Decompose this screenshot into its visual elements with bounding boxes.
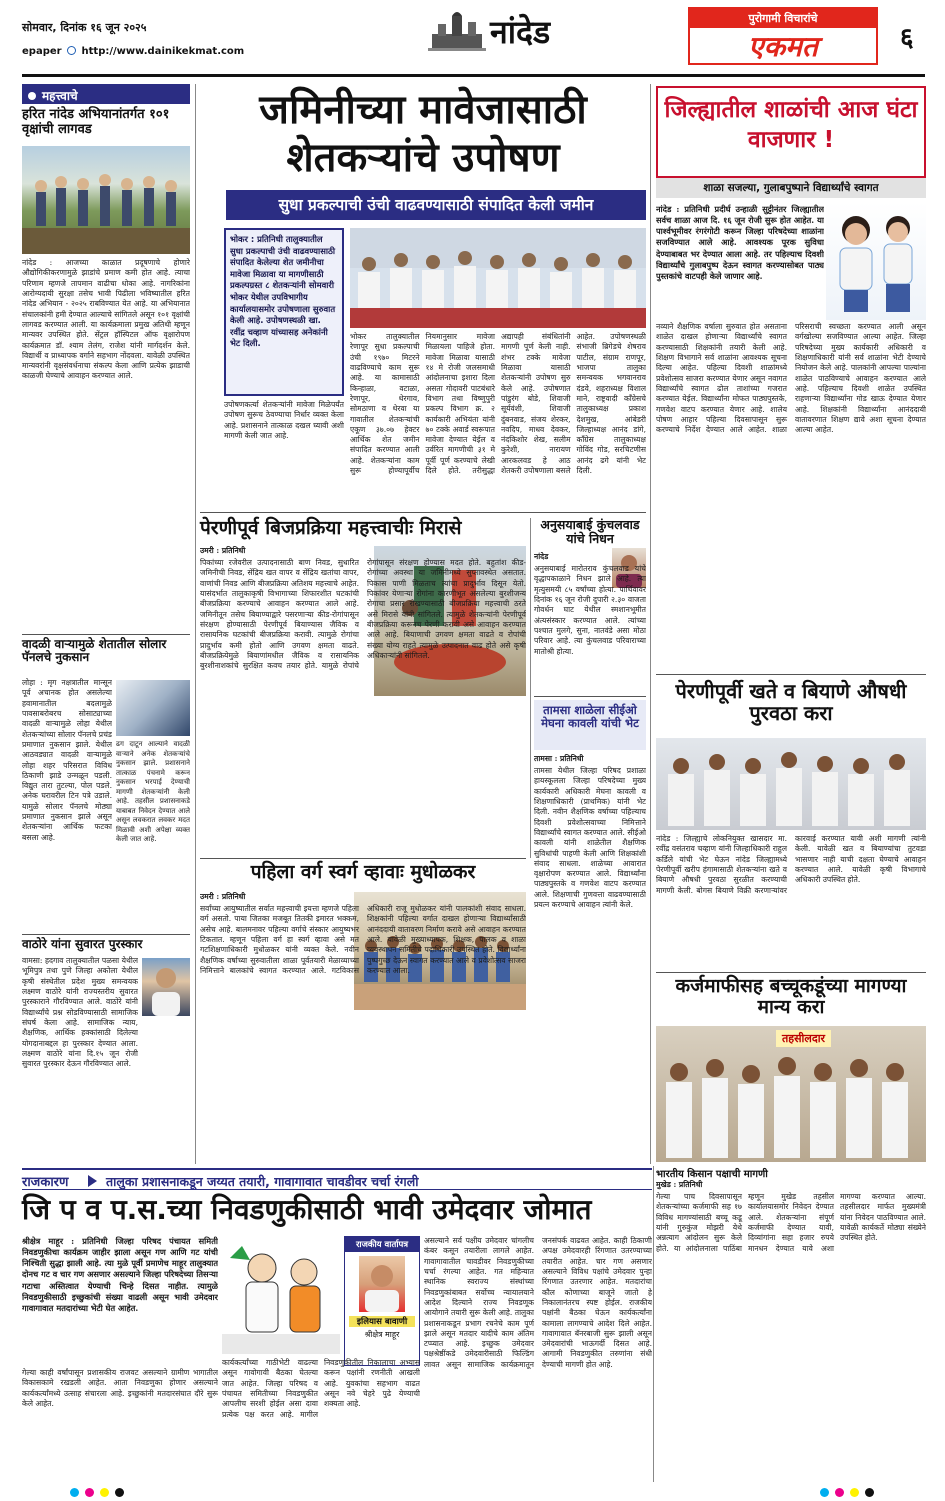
farmers-memorandum-photo (656, 1026, 926, 1162)
visit-headline-box (534, 700, 646, 750)
brand-box (688, 7, 878, 65)
bottom-mid-rule (653, 1166, 654, 1482)
registration-marks-right (820, 1488, 874, 1497)
schools-headline-box (656, 86, 926, 178)
visit-top-rule (534, 696, 646, 697)
politics-kicker: तालुका प्रशासनाकडून जय्यत तयारी, गावागावात चावडीवर चर्चा रंगली (106, 1174, 419, 1189)
author-portrait (359, 1256, 405, 1312)
loan-body: गेल्या पाच दिवसापासून शेतकऱ्यांच्या कर्जमाफी सह १७ विविध मागण्यांसाठी बच्चू कडू यांनी गुरुकुंज मोझरी येथे अन्नत्याग आंदोलन सुरू केले होते. या आंदोलनाला पाठिंबा म्हणून मुखेड तहसील कार्यालयासमोर निवेदन देण्यात आले. शेतकऱ्यांना संपूर्ण कर्जमाफी देण्यात यावी, दिव्यांगांना सहा हजार रुपये मानधन देण्यात यावे अशा मागण्या करण्यात आल्या. तहसीलदार मार्फत मुख्यमंत्री यांना निवेदन पाठविण्यात आले. यावेळी कार्यकर्ते मोठ्या संख्येने उपस्थित होते. (656, 1192, 926, 1253)
masthead-date: सोमवार, दिनांक १६ जून २०२५ (22, 21, 147, 34)
schools-body: नव्याने शैक्षणिक वर्षाला सुरुवात होत असताना शाळेत दाखल होणाऱ्या विद्यार्थ्यांचे स्वागत करण्यासाठी शिक्षकांनी तयारी केली आहे. शिक्षण विभागाने सर्व शाळांना आवश्यक सूचना दिल्या आहेत. पहिल्या दिवशी शाळांमध्ये प्रवेशोत्सव साजरा करण्यात येणार असून नवागत विद्यार्थ्यांचे स्वागत ढोल ताशांच्या गजरात करण्यात येईल. विद्यार्थ्यांना मोफत पाठ्यपुस्तके, गणवेश वाटप करण्यात येणार आहे. शालेय पोषण आहार पहिल्या दिवसापासून सुरू करण्याचे निर्देश देण्यात आले आहेत. शाळा परिसराची स्वच्छता करण्यात आली असून वर्गखोल्या सजविण्यात आल्या आहेत. जिल्हा परिषदेच्या मुख्य कार्यकारी अधिकारी व शिक्षणाधिकारी यांनी सर्व शाळांना भेटी देण्याचे नियोजन केले आहे. पालकांनी आपल्या पाल्यांना शाळेत पाठविण्याचे आवाहन करण्यात आले आहे. पहिल्याच दिवशी शाळेत उपस्थित राहणाऱ्या विद्यार्थ्यांना गोड खाऊ देण्यात येणार आहे. शिक्षकांनी विद्यार्थ्यांना आनंददायी वातावरणात शिक्षण द्यावे अशा सूचना देण्यात आल्या आहेत. (656, 322, 926, 435)
kicker-arrow-icon (88, 1175, 97, 1187)
brand-logo: एकमत (748, 30, 818, 63)
epaper-label: epaper (22, 46, 62, 57)
lead-bottom-rule (200, 512, 646, 513)
first-class-body: सर्वांच्या आयुष्यातील सर्वात महत्त्वाची इयत्ता म्हणजे पहिला वर्ग असतो. पाया जितका मजबूत तितकी इमारत भक्कम, असेच आहे. बालमनावर पहिल्या वर्गाचे संस्कार आयुष्यभर टिकतात. म्हणून पहिला वर्ग हा स्वर्ग व्हावा असे मत गटशिक्षणाधिकारी मुधोळकर यांनी व्यक्त केले. नवीन शैक्षणिक वर्षाच्या सुरुवातीला शाळा पूर्वतयारी मेळाव्याच्या निमित्ताने बालकांचे स्वागत करण्यात आले. गटविकास अधिकारी राजू मुधोळकर यांनी पालकांशी संवाद साधला. शिक्षकांनी पहिल्या वर्गात दाखल होणाऱ्या विद्यार्थ्यांसाठी आनंददायी वातावरण निर्माण करावे असे आवाहन करण्यात आले. यावेळी मुख्याध्यापक, शिक्षक, पालक व शाळा व्यवस्थापन समितीचे पदाधिकारी उपस्थित होते. विद्यार्थ्यांना पुष्पगुच्छ देऊन स्वागत करण्यात आले व प्रवेशोत्सव साजरा करण्यात आला. (200, 904, 526, 975)
fert-meeting-photo (656, 738, 926, 830)
yellow-dot (100, 1488, 109, 1497)
politics-lead-cont: गेल्या काही वर्षांपासून प्रशासकीय राजवट असल्याने ग्रामीण भागातील विकासकामे रखडली आहेत. आता निवडणुका होणार असल्याने कार्यकर्त्यांमध्ये उत्साह संचारला आहे. इच्छुकांनी मतदारसंघात दौरे सुरू केले आहेत. (22, 1368, 218, 1408)
politics-kicker-bar (22, 1168, 652, 1190)
first-class-top-rule (200, 858, 526, 859)
author-portrait-icon (359, 1256, 405, 1312)
left-story2-headline: वादळी वाऱ्यामुळे शेतातील सोलार पॅनलचे नुकसान (22, 637, 167, 665)
first-class-byline: उमरी : प्रतिनिधी (200, 892, 246, 901)
mirase-headline: पेरणीपूर्व बिजप्रक्रिया महत्त्वाचीः मिरासे (200, 517, 462, 539)
globe-icon (67, 46, 76, 55)
schools-lead: नांदेड : प्रतिनिधी प्रदीर्घ उन्हाळी सुट्टीनंतर जिल्ह्यातील सर्वच शाळा आज दि. १६ जून रोजी सुरू होत आहेत. या पार्श्वभूमीवर रंगरंगोटी करून जिल्हा परिषदेच्या शाळांना सजविण्यात आले आहे. आवश्यक पूरक सुविधा देण्याबाबत भर देण्यात आला आहे. तर पहिल्याच दिवशी विद्यार्थ्यांचे गुलाबपुष्प देऊन स्वागत करण्यासोबत पाठ्य पुस्तकांचे वाटपही केले जाणार आहे. (656, 204, 824, 281)
website-link[interactable]: http://www.dainikekmat.com (81, 46, 245, 57)
obit-byline: नांदेड (534, 552, 549, 561)
magenta-dot (85, 1488, 94, 1497)
magenta-dot (835, 1488, 844, 1497)
column-badge (344, 1236, 420, 1366)
schools-headline: जिल्ह्यातील शाळांची आज घंटा वाजणार ! (664, 97, 918, 153)
politics-label: राजकारण (22, 1175, 69, 1190)
loan-sub: भारतीय किसान पक्षाची मागणी (656, 1169, 768, 1180)
politicians-cartoon-icon (222, 1238, 340, 1354)
first-class-headline: पहिला वर्ग स्वर्ग व्हावाः मुधोळकर (250, 861, 476, 883)
fert-headline: पेरणीपूर्वी खते व बियाणे औषधी पुरवठा करा (675, 679, 907, 726)
obit-headline: अनुसयाबाई कुंचलवाड यांचे निधन (540, 517, 640, 546)
lead-headline: जमिनीच्या मावेजासाठी शेतकऱ्यांचे उपोषण (259, 87, 587, 181)
politics-body: असल्याने सर्व पक्षीय उमेदवार चांगलीच कंबर कसून तयारीला लागले आहेत. गावागावातील चावडीवर निवडणुकीच्या चर्चा रंगल्या आहेत. गत महिन्यात स्थानिक स्वराज्य संस्थांच्या निवडणुकांबाबत सर्वोच्च न्यायालयाने आदेश दिल्याने राज्य निवडणूक आयोगाने तयारी सुरू केली आहे. तालुका प्रशासनाकडून प्रभाग रचनेचे काम पूर्ण झाले असून मतदार यादीचे काम अंतिम टप्प्यात आहे. इच्छुक उमेदवार पक्षश्रेष्ठींकडे उमेदवारीसाठी फिल्डिंग लावत असून सामाजिक कार्यक्रमातून जनसंपर्क वाढवत आहेत. काही ठिकाणी अपक्ष उमेदवारही रिंगणात उतरण्याच्या तयारीत आहेत. चार गण असणार असल्याने विविध पक्षांचे उमेदवार पुन्हा रिंगणात उतरणार आहेत. मतदारांचा कौल कोणाच्या बाजूने जातो हे निकालानंतरच स्पष्ट होईल. राजकीय पक्षांनी बैठका घेऊन कार्यकर्त्यांना कामाला लागण्याचे आदेश दिले आहेत. गावागावात बॅनरबाजी सुरू झाली असून उमेदवारांची भाऊगर्दी दिसत आहे. आगामी निवडणुकीत तरुणांना संधी देण्याची मागणी होत आहे. (424, 1236, 652, 1369)
obit-body: अनुसयाबाई मारोतराव कुंचलवाड यांचे वृद्धापकाळाने निधन झाले आहे. त्या मृत्युसमयी ८५ वर्षांच्या होत्या. पार्थिवावर दिनांक १६ जून रोजी दुपारी २.३० वाजता गोवर्धन घाट येथील स्मशानभूमीत अंत्यसंस्कार करण्यात आले. त्यांच्या पश्चात मुलगे, सुना, नातवंडे असा मोठा परिवार आहे. त्या कुंचलवाड परिवाराच्या मातोश्री होत्या. (534, 564, 646, 656)
person-portrait-icon (142, 958, 190, 1016)
lead-strap: सुधा प्रकल्पाची उंची वाढवण्यासाठी संपादित केली जमीन (226, 190, 646, 220)
left-story1-body: नांदेड : आजच्या काळात प्रदूषणाचे होणारे औद्योगिकीकरणामुळे झाडांचे प्रमाण कमी होत आहे. त्याचा परिणाम म्हणजे तापमान वाढीचा धोका आहे. नागरिकांना आरोग्यदायी सुरक्षा तसेच भावी पिढीला भविष्यातील हरित नांदेड अभियान - २०२५ राबविण्यात येत आहे. या अभियानात संचालकांनी हमी देण्यात आल्याचे सांगितले असून १०१ वृक्षांची लागवड करण्यात आली. या कार्यक्रमाला प्रमुख अतिथी म्हणून मान्यवर उपस्थित होते. सेंट्रल हॉस्पिटल ऑफ वृक्षारोपण कार्यक्रमात डॉ. श्याम तेलंग, राजेश यांनी मार्गदर्शन केले. विद्यार्थी व प्राध्यापक वर्गाने सहभाग नोंदवला. यावेळी उपस्थित मान्यवरांनी वृक्षसंवर्धनाचा संकल्प केला आणि प्रत्येक झाडाची काळजी घेण्याचे आवाहन करण्यात आले. (22, 258, 190, 381)
city-skyline-icon (428, 8, 486, 52)
visit-headline: तामसा शाळेला सीईओ मेघना कावली यांची भेट (541, 703, 639, 730)
fert-top-rule (656, 674, 926, 675)
page-number: ६ (900, 23, 914, 53)
left-column-rule (195, 84, 196, 1164)
politics-headline: जि प व प.स.च्या निवडणुकीसाठी भावी उमेदवार जोमात (22, 1193, 592, 1226)
masthead-rule (22, 74, 925, 77)
politics-cartoon (222, 1238, 340, 1354)
school-children-photo (826, 202, 926, 320)
officials-meeting-photo (656, 738, 926, 830)
visit-byline: तामसा : प्रतिनिधी (534, 754, 584, 763)
students-with-bags-photo (826, 202, 926, 320)
mirase-byline: उमरी : प्रतिनिधी (200, 546, 246, 555)
column-badge-label: राजकीय वार्तापत्र (345, 1237, 419, 1252)
schools-strap: शाळा सजल्या, गुलाबपुष्पाने विद्यार्थ्यांचे स्वागत (656, 178, 926, 198)
left-story2-body: लोहा : मृग नक्षत्रातील मान्सून पूर्व अचानक होत असलेल्या हवामानातील बदलामुळे पावसाबरोबरच सोसाट्याच्या वादळी वाऱ्यामुळे लोहा येथील शेतकऱ्यांच्या सोलार पॅनलचे प्रचंड प्रमाणात नुकसान झाले. येथील आठवड्यात वादळी वाऱ्यामुळे लोहा शहर परिसरात विविध ठिकाणी झाडे उन्मळून पडली. विद्युत तारा तुटल्या, पोल पडले. अनेक घरावरील टिन पत्रे उडाले. यामुळे सोलार पॅनलचे मोठ्या प्रमाणात नुकसान झाले असून शेतकऱ्यांना आर्थिक फटका बसला आहे. (22, 678, 112, 842)
tree-planting-photo (22, 146, 190, 254)
registration-marks-left (70, 1488, 124, 1497)
section-banner (22, 84, 190, 104)
left-story2-body-wrap: ढग दाटून आल्याने वादळी वाऱ्याने अनेक शेतकऱ्यांचे नुकसान झाले. प्रशासनाने तात्काळ पंचनामे करून नुकसान भरपाई देण्याची मागणी शेतकऱ्यांनी केली आहे. तहसील प्रशासनाकडे याबाबत निवेदन देण्यात आले असून लवकरात लवकर मदत मिळावी अशी अपेक्षा व्यक्त केली जात आहे. (116, 740, 190, 844)
protest-crowd-photo (350, 228, 646, 328)
mirase-body: पिकांच्या रजेवरील उत्पादनासाठी बाण निवड, सुधारित जमिनीची निवड, सेंद्रिय खत वापर व सेंद्रिय खतांचा वापर, वाणांची निवड आणि बीजप्रक्रिया अतिशय महत्त्वाचे आहेत. यासंदर्भात तालुकाकृषी विभागाच्या शिफारशीत घटकांची बीजप्रक्रिया करण्याचे आवाहन करण्यात आले आहे. जमिनीतून तसेच बियाण्याद्वारे पसरणाऱ्या कीड-रोगांपासून संरक्षण होण्यासाठी पेरणीपूर्व बियाण्यास जैविक व रासायनिक घटकांची बीजप्रक्रिया करावी. त्यामुळे रोगांचा प्रादुर्भाव कमी होतो आणि उगवण क्षमता वाढते. बीजप्रक्रियेमुळे बियाणांमधील जैविक व रासायनिक बुरशीनाशकांचे सुरक्षित कवच तयार होते. यामुळे रोपांचे रोगांपासून संरक्षण होण्यास मदत होते. बहुतांश कीड-रोगांच्या अवस्था या जमिनीमध्ये सुप्तावस्थेत असतात. पिकास पाणी मिळताच त्यांचा प्रादुर्भाव दिसून येतो. पिकांवर येणाऱ्या रोगांना कारणीभूत असलेल्या बुरशीजन्य रोगाचा प्रसार रोखण्यासाठी बीजप्रक्रिया महत्त्वाची ठरते असे मिरासे यांनी सांगितले. त्यामुळे शेतकऱ्यांनी पेरणीपूर्व बीजप्रक्रिया करूनच पेरणी करावी असे आवाहन करण्यात आले आहे. बियाणाची उगवण क्षमता वाढते व रोपांची संख्या योग्य राहते त्यामुळे उत्पादनात वाढ होते असे कृषी अधिकाऱ्यांनी सांगितले. (200, 558, 526, 671)
loan-headline: कर्जमाफीसह बच्चूकडूंच्या मागण्या मान्य करा (675, 975, 907, 1019)
cyan-dot (70, 1488, 79, 1497)
edition-crest (428, 8, 486, 52)
loan-top-rule (656, 972, 926, 973)
lead-body-left: उपोषणकर्त्या शेतकऱ्यांनी मावेजा मिळेपर्यंत उपोषण सुरूच ठेवण्याचा निर्धार व्यक्त केला आहे. प्रशासनाने तात्काळ दखल घ्यावी अशी मागणी केली जात आहे. (224, 400, 344, 440)
section-label: महत्त्वाचे (42, 89, 78, 103)
mid-rule-2 (650, 84, 651, 1164)
left-story1-photo (22, 146, 190, 254)
author-place: श्रीक्षेत्र माहूर (364, 1330, 400, 1339)
watore-portrait (142, 958, 190, 1016)
left-story3-headline: वाठोरे यांना सुवारत पुरस्कार (22, 937, 143, 951)
tehsil-sign: तहसीलदार (776, 1030, 831, 1047)
lead-summary: भोकर : प्रतिनिधी तालुक्यातील सुधा प्रकल्पाची उंची वाढवण्यासाठी संपादित केलेल्या शेत जमीनीचा मावेजा मिळावा या मागणीसाठी प्रकल्पग्रस्त ८ शेतकऱ्यांनी सोमवारी भोकर येथील उपविभागीय कार्यालयासमोर उपोषणाला सुरुवात केली आहे. उपोषणस्थळी खा. रवींद्र चव्हाण यांच्यासह अनेकांनी भेट दिली. (230, 234, 336, 349)
lead-summary-box (224, 228, 344, 396)
fert-body: नांदेड : जिल्ह्याचे लोकनियुक्त खासदार मा. रवींद्र वसंतराव चव्हाण यांनी जिल्हाधिकारी राहुल कर्डिले यांची भेट घेऊन नांदेड जिल्ह्यामध्ये पेरणीपूर्वी खरीप हंगामासाठी शेतकऱ्यांना खते व बियाणे औषधी पुरवठा सुरळीत करण्याची मागणी केली. बोगस बियाणे विक्री करणाऱ्यांवर कारवाई करण्यात यावी अशी मागणी त्यांनी केली. यावेळी खत व बियाण्यांचा तुटवडा भासणार नाही याची दक्षता घेण्याचे आवाहन करण्यात आले. यावेळी कृषी विभागाचे अधिकारी उपस्थित होते. (656, 834, 926, 895)
loan-byline: मुखेड : प्रतिनिधी (656, 1180, 703, 1189)
masthead (0, 0, 945, 78)
mid-rule-1 (530, 518, 531, 858)
masthead-url-line (22, 46, 244, 57)
section-bullet-icon (28, 92, 36, 100)
lead-body: भोकर तालुक्यातील रेणापूर सुधा प्रकल्पाची उंची १९७० मिटरने वाढविण्याचे काम सुरू आहे. या कामासाठी किन्हाळा, वटाळा, रेणापूर, थेरगाव, सोमठाणा व थेरवा या गावातील शेतकऱ्यांची एकूण ३७.०७ हेक्टर आर्थिक शेत जमीन संपादित करण्यात आली आहे. शेतकऱ्यांना काम सुरू होण्यापूर्वीच नियमानुसार मावेजा मिळायला पाहिजे होता. मावेजा मिळावा यासाठी १४ मे रोजी जलसमाधी आंदोलनाचा इशारा दिला असता गोदावरी पाटबंधारे विभाग तथा विष्णुपुरी प्रकल्प विभाग क्र. २ कार्यकारी अभियंता यांनी ७० टक्के अवार्ड स्वरूपात मावेजा देण्यात येईल व उर्वरित मागणीची ३१ मे पूर्वी पूर्ण करण्याचे लेखी दिले होते. तरीसुद्धा अद्यापही संबंधितांनी मागणी पूर्ण केली नाही. शंभर टक्के मावेजा मिळावा यासाठी शेतकऱ्यांनी उपोषण सुरु केले आहे. उपोषणात पांडुरंग बोडे, शिवाजी सूर्यवंशी, शिवाजी दुंबनवाड, संजय शेरकर, नवदिप, माधव देवकर, नंदकिशोर शेख, सलीम कुरेशी, नारायण आरकलवड हे आठ शेतकरी उपोषणाला बसले आहेत. उपोषणस्थळी संभाजी ब्रिगेडचे शेषराव पाटील, संग्राम राणपूर, भाजपा तालुका समन्वयक भगवानराव दंडवे, शहराध्यक्ष विशाल माने, राष्ट्रवादी काँग्रेसचे तालुकाध्यक्ष प्रकाश देशमुख, आंबेडरी जिल्हाध्यक्ष आनंद डांगे, काँग्रेस तालुकाध्यक्ष गोविंद गोड, सरचिटणीस आनंद ढगे यांनी भेट दिली. (350, 332, 646, 476)
edition-name: नांदेड (490, 13, 551, 51)
black-dot (865, 1488, 874, 1497)
left-story1-headline: हरित नांदेड अभियानांतर्गत १०१ वृक्षांची लागवड (22, 107, 170, 137)
cyan-dot (820, 1488, 829, 1497)
politics-lead: श्रीक्षेत्र माहूर : प्रतिनिधी जिल्हा परिषद पंचायत समिती निवडणुकीचा कार्यक्रम जाहीर झाला असून गण आणि गट यांची निश्चिती सुद्धा झाली आहे. त्या मुळे पूर्वी प्रमाणेच माहूर तालुक्यात दोनच गट व चार गण असणार असल्याने जिल्हा परिषदेच्या तिसऱ्या गटाचा अस्तित्वात येण्याची चिन्हे दिसत नाहीत. त्यामुळे निवडणुकीसाठी इच्छुकांची संख्या वाढली असून भावी उमेदवार गावागावात मतदारांच्या भेटी घेत आहेत. (22, 1236, 218, 1313)
left-divider-2 (22, 934, 190, 935)
loan-protest-photo (656, 1026, 926, 1162)
author-name: इलियास बावाणी (349, 1316, 415, 1327)
hunger-strike-photo (350, 228, 646, 328)
politics-body-2: कार्यकर्त्यांच्या गाठीभेटी वाढल्या असून गावोगावी बैठका घेतल्या जात आहेत. जिल्हा परिषद व पंचायत समितीच्या निवडणुकीत आपलीच सरशी होईल असा दावा प्रत्येक पक्ष करत आहे. मागील निवडणुकीतील निकालाचा अभ्यास करून पक्षांनी रणनीती आखली आहे. युवकांचा सहभाग वाढत असून नवे चेहरे पुढे येण्याची शक्यता आहे. (222, 1358, 420, 1419)
left-divider-1 (22, 634, 190, 635)
left-story3-body: वामसा: हदगाव तालुक्यातील पळसा येथील भूमिपुत्र तथा पुणे जिल्हा अकोला येथील कृषी संस्थेतील प्रदेश मुख्य समन्वयक लक्ष्मण वाठोरे यांनी राज्यस्तरीय सुवारत पुरस्काराने गौरविण्यात आले. वाठोरे यांनी विद्यार्थ्यांचे प्रश्न सोडविण्यासाठी सामाजिक संघर्ष केला आहे. सामाजिक न्याय, शैक्षणिक, आर्थिक हक्कांसाठी दिलेल्या योगदानाबद्दल हा पुरस्कार देण्यात आला. लक्ष्मण वाठोरे यांना दि.१५ जून रोजी सुवारत पुरस्कार देऊन गौरविण्यात आले. (22, 956, 138, 1069)
yellow-dot (850, 1488, 859, 1497)
visit-body: तामसा येथील जिल्हा परिषद प्रशाळा हायस्कूलला जिल्हा परिषदेच्या मुख्य कार्यकारी अधिकारी मेघना कावली व शिक्षणाधिकारी (प्राथमिक) यांनी भेट दिली. नवीन शैक्षणिक वर्षाच्या पहिल्याच दिवशी प्रवेशोत्सवाच्या निमित्ताने विद्यार्थ्यांचे स्वागत करण्यात आले. सीईओ कावली यांनी शाळेतील शैक्षणिक सुविधांची पाहणी केली आणि शिक्षकांशी संवाद साधला. शाळेच्या आवारात वृक्षारोपण करण्यात आले. विद्यार्थ्यांना पाठ्यपुस्तके व गणवेश वाटप करण्यात आले. शिक्षणाची गुणवत्ता वाढवण्यासाठी प्रयत्न करण्याचे आवाहन त्यांनी केले. (534, 766, 646, 910)
black-dot (115, 1488, 124, 1497)
brand-tagline: पुरोगामी विचारांचे (690, 9, 876, 28)
solar-panel-photo (116, 680, 190, 736)
